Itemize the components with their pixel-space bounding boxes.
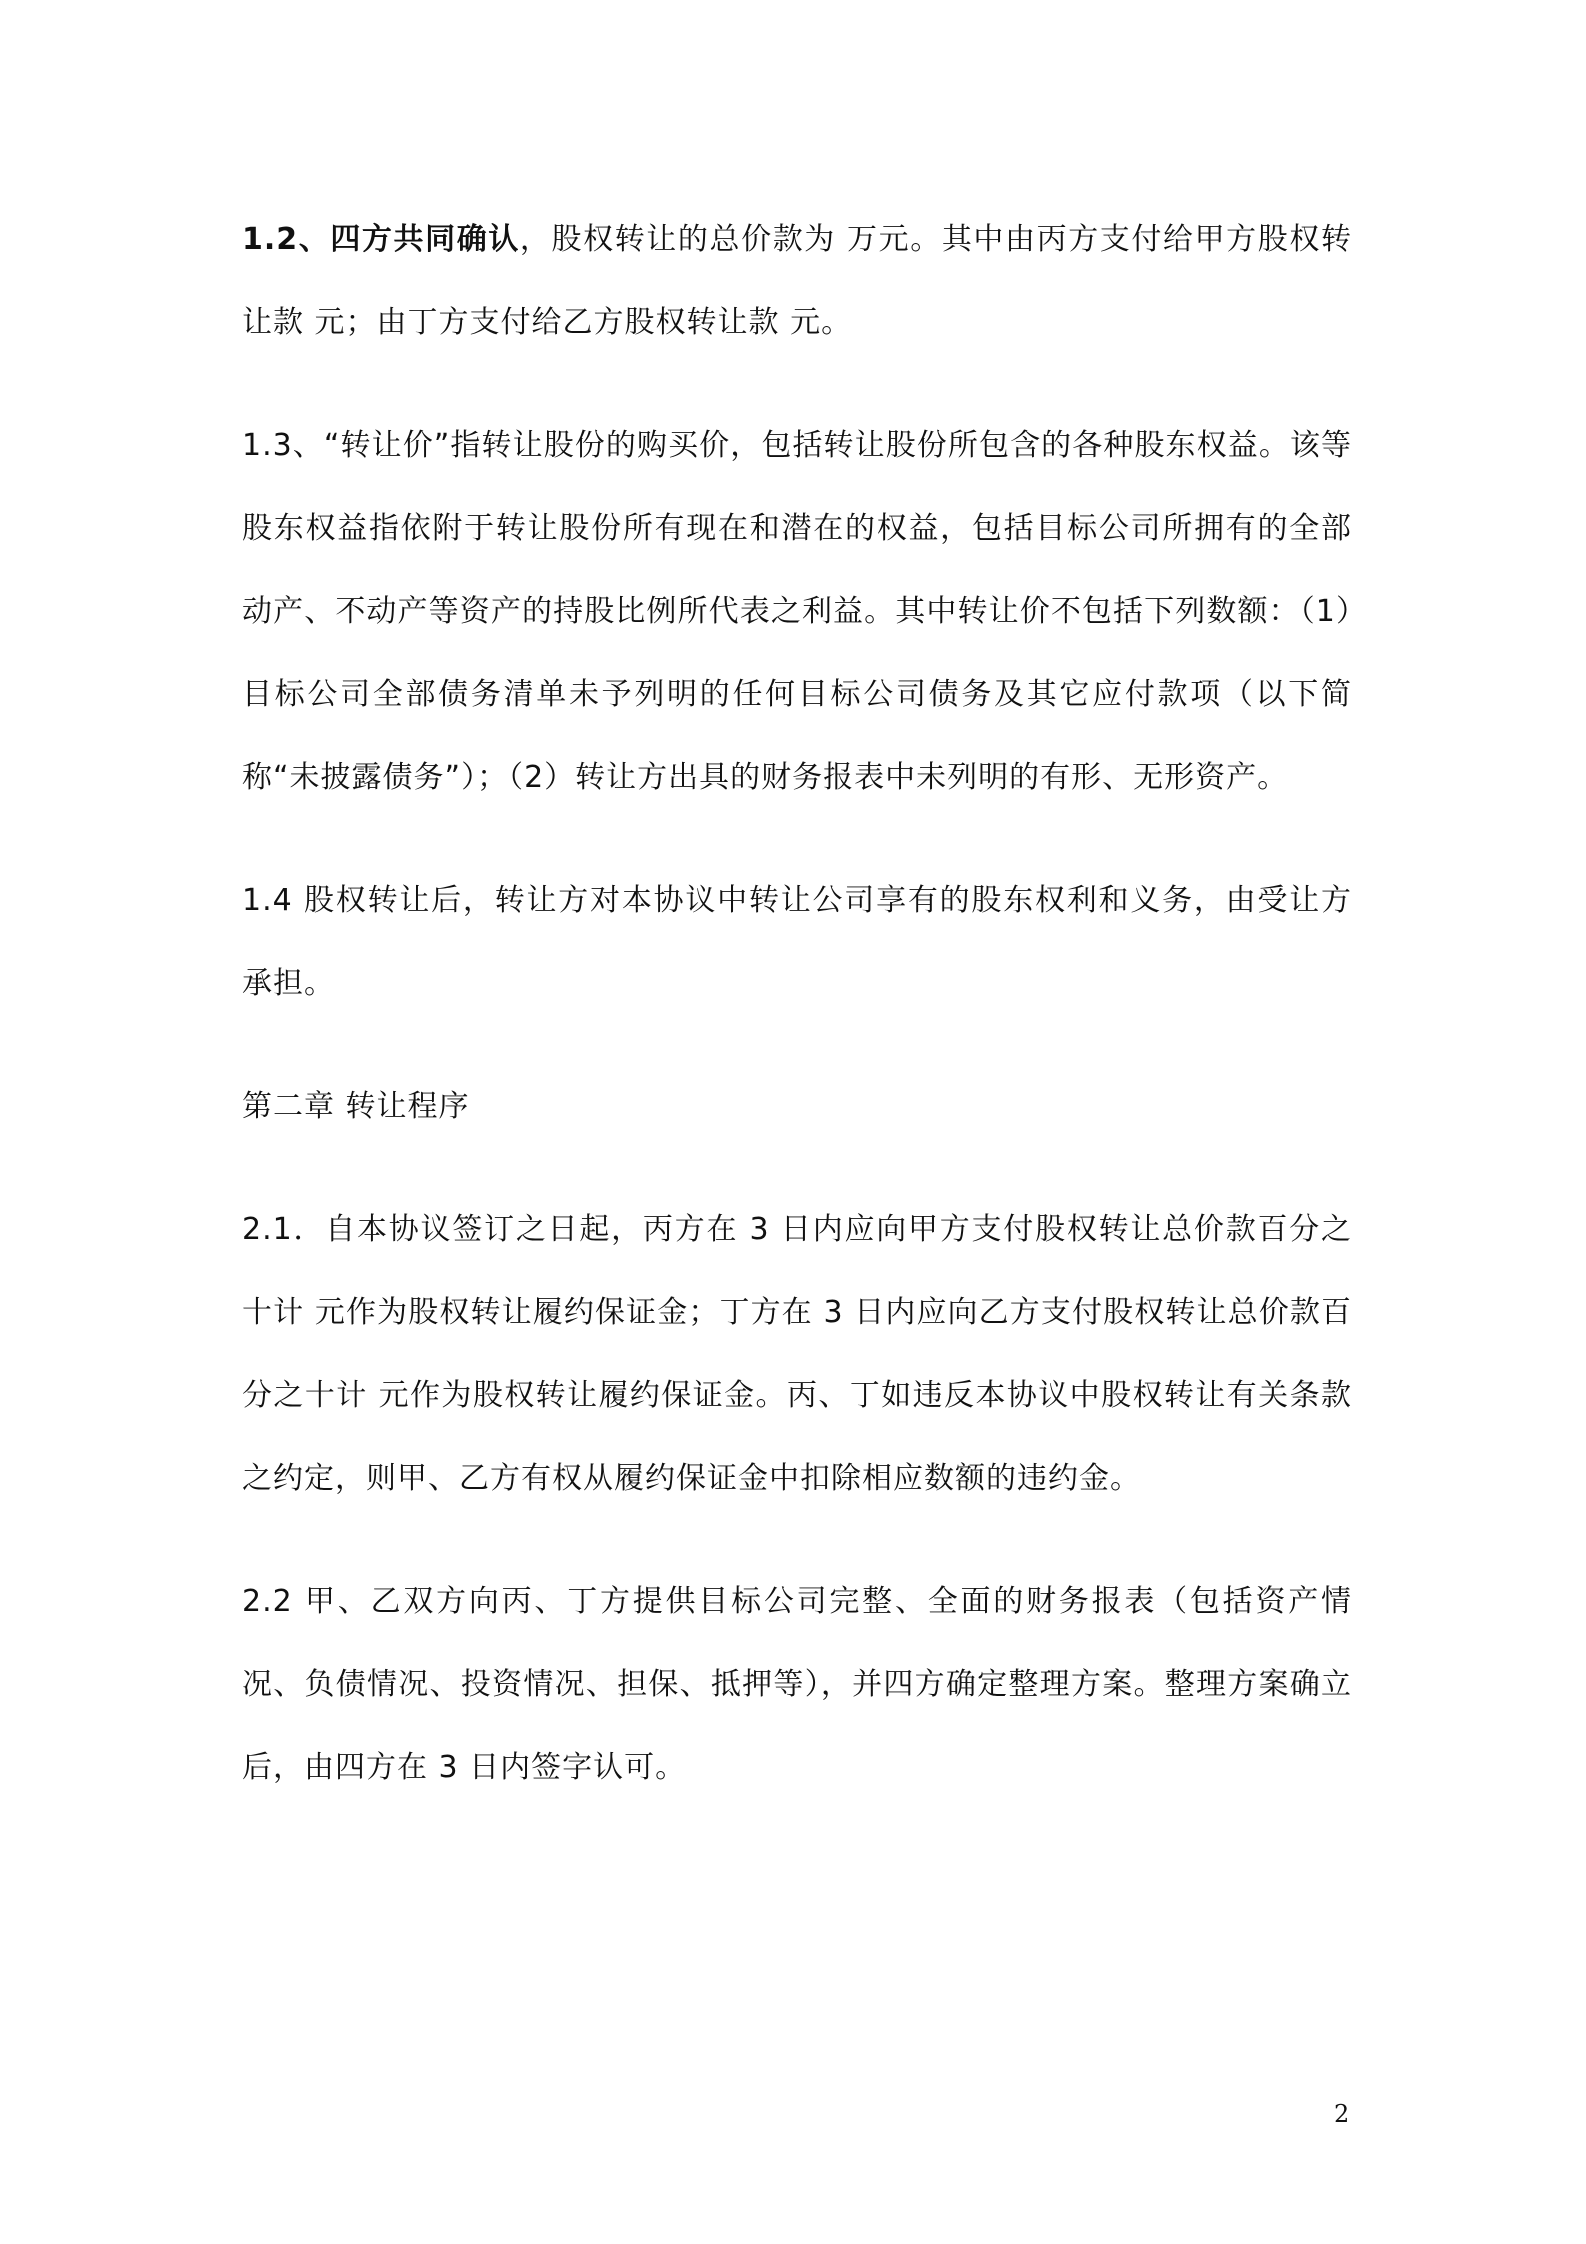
clause-1-4: 1.4 股权转让后，转让方对本协议中转让公司享有的股东权利和义务，由受让方承担。 bbox=[242, 883, 1352, 1001]
clause-2-2: 2.2 甲、乙双方向丙、丁方提供目标公司完整、全面的财务报表（包括资产情况、负债情况、投资情况、担保、抵押等），并四方确定整理方案。整理方案确立后，由四方在 3 日内签字认可。 bbox=[242, 1584, 1352, 1785]
clause-1-2-lead: 1.2、四方共同确认 bbox=[242, 222, 520, 257]
clause-1-2 bbox=[242, 198, 1352, 364]
clause-1-3: 1.3、“转让价”指转让股份的购买价，包括转让股份所包含的各种股东权益。该等股东权益指依附于转让股份所有现在和潜在的权益，包括目标公司所拥有的全部动产、不动产等资产的持股比例所代表之利益。其中转让价不包括下列数额：（1）目标公司全部债务清单未予列明的任何目标公司债务及其它应付款项（以下简称“未披露债务”）；（2）转让方出具的财务报表中未列明的有形、无形资产。 bbox=[242, 428, 1352, 795]
clause-2-1: 2.1．自本协议签订之日起，丙方在 3 日内应向甲方支付股权转让总价款百分之十计 元作为股权转让履约保证金；丁方在 3 日内应向乙方支付股权转让总价款百分之十计 元作为股权转让履约保证金。丙、丁如违反本协议中股权转让有关条款之约定，则甲、乙方有权从履约保证金中扣除相应数额的违约金。 bbox=[242, 1212, 1352, 1496]
document-body bbox=[242, 198, 1352, 1809]
page-number: 2 bbox=[1334, 2100, 1350, 2128]
chapter-2-heading: 第二章 转让程序 bbox=[242, 1089, 470, 1124]
clause-1-2-text: ，股权转让的总价款为 万元。其中由丙方支付给甲方股权转让款 元；由丁方支付给乙方股权转让款 元。 bbox=[242, 222, 1352, 340]
